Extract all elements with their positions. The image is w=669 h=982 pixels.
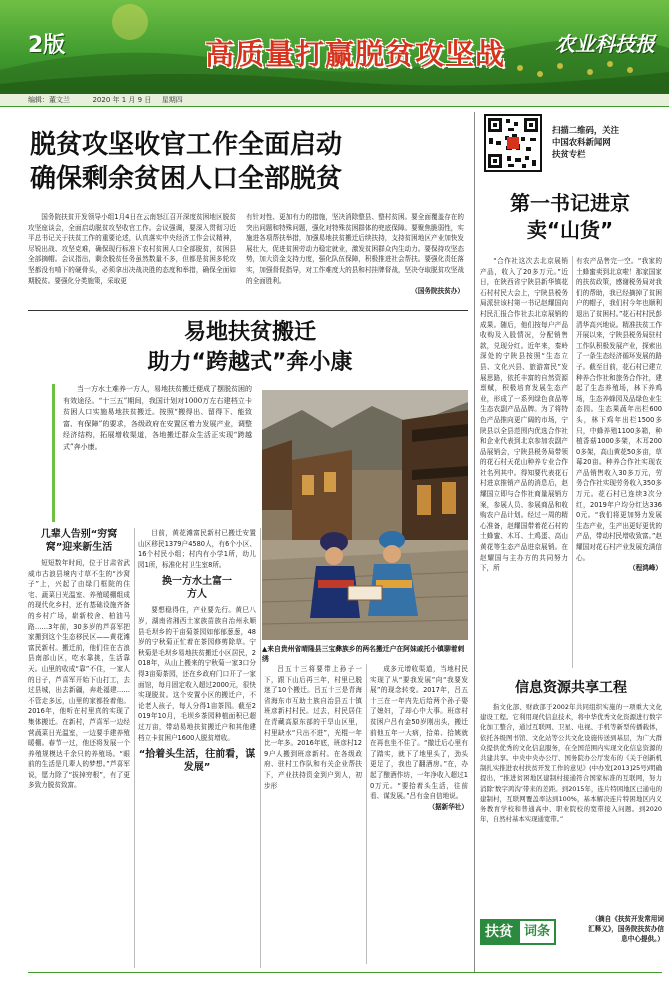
article1-bottom-rule (28, 310, 468, 311)
article2-col3b (370, 664, 468, 964)
article2-col3b-text: 成多元增收渠道，当地村民实现了从“要我发展”向“我要发展”的现念转变。2017年，吕五十三在一年内先后给两个孙子娶了媳妇，了却心中大事。班彦村贫困户吕有金50岁刚出头，搬迁前他五年一大病，拾弟、拾姨就在再也坐不住了。“撤迁后心里有了踏实，就下了地里头了，劲头更足了，我也了翻酒房。”在，办起了酿酒作坊，一年净收入超过10万元。“要拾着头生活，往前看、谋发展。”吕有金自信地说。 (370, 665, 468, 801)
article2-source: （据新华社） (428, 802, 468, 811)
editor-line: 编辑：董文兰 (28, 96, 70, 104)
article2-col2a-text: 目前，黄花滩富民新村已搬迁安置山区移民1379户4580人，有6个小区、16个村民小组；村内有小学1所，幼儿园1所，标准化村卫生室8所。 (138, 529, 256, 569)
article2-col2 (138, 528, 256, 968)
article3-col1 (480, 256, 568, 668)
issue-date: 2020 年 1 月 9 日 (92, 96, 152, 104)
article2-title-line2: 助力“跨越式”奔小康 (147, 350, 353, 375)
article2-subhead2: 换一方水土富一方人 (162, 576, 232, 601)
article1-title-line2: 确保剩余贫困人口全部脱贫 (30, 164, 343, 194)
article2-col3a (264, 664, 362, 964)
article2-lead-box (52, 384, 252, 522)
article1-source: （国务院扶贫办） (411, 287, 464, 296)
article2-col3a-text: 吕五十三将要带上孙子一下，跟下山后再三年，村里已脱迷了10个搬迁。吕五十三是青海省海东市互助土族自治县五十镇班彦新村村民。过去，村民居住在青藏高原东部的干旱山区里，村里缺水“只出不进”，光棍一年比一年多。2016年底，班彦村129户人搬到班彦新村。在各级政府、驻村工作队和有关企业帮扶下，产业扶持资金到户到人，初步形 (264, 665, 362, 790)
article3-col-divider (572, 256, 573, 668)
masthead-banner (0, 0, 669, 94)
article2-divider-1 (134, 528, 135, 968)
article3-title-line1: 第一书记进京 (510, 191, 630, 215)
badge-fupin: 扶贫 (480, 919, 518, 945)
article3-col2 (576, 256, 662, 668)
article1-col2-text: 有针对性、更加有力的措施，坚决消除整县、整村贫困。要全面覆盖存在的突出问题和特殊问题，强化对特殊贫困群体的兜底保障。要聚焦脆弱性，实施进各项帮扶举措，加强易地扶贫搬迁后续扶持，支持贫困地区产业加快发展壮大，促进贫困劳动力稳定就业，激发贫困群众内生动力。要保持攻坚态势，加大资金支持力度，强化队伍保障，积极推进社会帮扶。要强化责任落实，加强督促指导，对工作难度大的县和村挂牌督战，坚决夺取脱贫攻坚战的全面胜利。 (246, 213, 464, 285)
article4-title: 信息资源共享工程 (515, 680, 627, 696)
article4-source: （摘自《扶贫开发常用词汇释义》，国务院扶贫办信息中心提供。） (588, 915, 664, 943)
badge-citiao: 词条 (518, 919, 556, 945)
article2-col2b-text: 要想稳得住，产业要先行。黄巳八岁，湖南省湘西土家族苗族自治州永顺县毛坝乡的干亩菊茶园如郁郁葱葱，48岁的宁秋菊正忙着在茶园修剪除草。宁秋菊是毛坝乡易地扶贫搬迁小区居民，2018年，从山上搬来的宁秋菊一家3口分得3亩菊茶园，还在乡政府门口开了一家面馆，每月固定收入超过2000元，很快实现脱贫。这个安置小区的搬迁户，不论老人孩子，每人分得1亩茶园。截至2019年10月，毛坝乡茶园种植面积已超过万亩，带动易地扶贫搬迁户和其他建档立卡贫困户1600人脱贫增收。 (138, 606, 256, 742)
qr-caption-line2: 中国农科新闻网 (552, 137, 611, 147)
article4-body-text: 指文化部、财政部于2002年共同组织实施的一项重大文化建设工程。它利用现代信息技术，将中华优秀文化资源进行数字化加工整合，通过互联网、卫星、电视、手机等新型传播载体，依托各级图书馆、文化站等公共文化设施传送到基层，为广大群众提供优秀的文化信息服务，在全国范围内实现文化信息资源的共建共享。中央中央办公厅、国务院办公厅发布的《关于创新机制扎实推进农村扶贫开发工作的意见》(中办发[2013]25号)明确提出，“推进贫困地区建制村接通符合国家标准的互联网，努力消除‘数字鸿沟’带来的差距。到2015年，连片特困地区已通电的建制村，互联网覆盖率达到100%，基本解决连片特困地区内义务教育学校和普通高中、职业院校的宽带接入问题。到2020年，自然村基本实现通宽带。” (480, 703, 662, 824)
banner-title: 高质量打赢脱贫攻坚战 (205, 37, 506, 71)
article2-photo (262, 390, 468, 640)
page-number: 2版 (28, 33, 66, 58)
article2-divider-3 (366, 664, 367, 964)
fupin-badge (480, 918, 580, 946)
article2-photo-caption: ▲来自贵州省晴隆县三宝彝族乡的两名搬迁户在阿妹戚托小镇聊着刺绣 (262, 645, 465, 663)
issue-weekday: 星期四 (161, 96, 183, 104)
date-strip (0, 94, 669, 107)
right-column-divider (474, 112, 475, 972)
village-photo-illustration (262, 390, 468, 640)
qr-code-icon (486, 116, 540, 170)
qr-code[interactable] (484, 114, 542, 172)
article4-body (480, 702, 662, 898)
qr-caption-line3: 扶贫专栏 (552, 149, 586, 159)
article1-col1-text: 国务院扶贫开发领导小组1月4日在云南怒江召开深度贫困地区脱贫攻坚座谈会，全面启动脱贫攻坚收官工作。会议强调，要深入贯彻习近平总书记关于扶贫工作的重要论述，认真落实中央经济工作会议精神，尽锐出战、攻坚克难，确保现行标准下农村贫困人口全部脱贫，贫困县全部摘帽。会议指出，剩余脱贫任务虽然数量不多，但都是贫困多轮攻坚都没有啃下的硬骨头，必须拿出决战决胜的态度和举措，确保全面如期脱贫。要强化分类施策，采取更 (28, 213, 236, 285)
article2-title-line1: 易地扶贫搬迁 (183, 320, 316, 345)
article3-col2-text: 有农产品售完一空。“我家的土蜂蜜卖到北京啦！那家国家的扶贫政策，感谢税务局对我们的帮助，我已经摘掉了贫困户的帽子，我们村今年也顺利退出了贫困村。”花石村村民彭清华高兴地说。精准扶贫工作开展以来，宁陕县税务局驻村工作队积极发展产业，探索出了一条生态经济循环发展的路子。截至目前，花石村已建立种养合作社和旅务合作社，建起了生态养殖场，林下养鸡场，生态养蜂园及品绿色业生态园。生态果蔬年出栏600头，林下鸡年出栏1500多只，中蜂养殖1100多箱，种植香菇1000多架，木耳2000多架，高山黄花50多亩，草莓20亩。种养合作社实现农产品销售收入30多万元，劳务合作社实现劳务收入350多万元。花石村已连续3次分红，2019年户均分红达3360元。“我们将更加努力发展生态产业，生产出更好更优的产品，带动村民增收致富。”赵耀国对花石村产业发展充满信心。 (576, 257, 662, 562)
qr-caption-line1: 扫描二维码，关注 (552, 125, 619, 135)
article3-source: （程鸿峰） (629, 564, 662, 573)
article2-divider-2 (260, 528, 261, 968)
qr-caption (552, 124, 662, 160)
article1-col1 (28, 212, 236, 302)
article2-subhead3: “拾着头生活，往前看，谋发展” (138, 749, 256, 774)
article2-headline (30, 318, 470, 378)
article1-col2 (246, 212, 464, 304)
page-bottom-rule (28, 972, 662, 973)
article2-col1-text: 短短数年时间，位于甘肃省武威市古浪县境内寸草不生的“沙窝子”上，兴起了由绿门框院的住宅、蔬菜日光温室、养殖暖棚组成的现代化乡村，还有基础设施齐备的乡村广场，崭新校舍、柏油马路……3年前，30多岁的芦喜军把家搬到这个生态移民区——黄花滩富民新村。搬迁前，他们住在古浪县南部山区，吃水靠挑，生活靠天。山里的收成“靠”不住，一家人的日子，芦喜军开始下山打工，去过县城，出去新疆，奔赴福建……不管走多远，山里的家都拴着他。2016年，他听在村里真的实现了集体搬迁。在新村，芦喜军一边经营蔬菜日光温室，一边要手建养殖暖棚。春节一过，他还将发展一个养殖规模达千余只的养殖场。“眼前的生活是几辈人的梦想。”芦喜军说，愿力除了“拔掉穷根”，有了更多致力脱贫致富。 (28, 559, 130, 790)
article2-lead: 当一方水土难养一方人，易地扶贫搬迁便成了摆脱贫困的有效途径。“十三五”期间，我国计划对1000万左右建档立卡贫困人口实施易地扶贫搬迁。按照“搬得出、留得下、能致富、有保障”的要求，各级政府在安置区着力发展产业，调整经济结构，拓展增收渠道，各地搬迁群众生活正实现“跨越式”奔小康。 (63, 385, 252, 451)
paper-logo: 农业科技报 (555, 32, 655, 56)
article2-col1 (28, 528, 130, 968)
article1-headline (30, 128, 470, 196)
article1-title-line1: 脱贫攻坚收官工作全面启动 (30, 130, 343, 160)
article2-subhead1: 几辈人告别“穷窝窝”迎来新生活 (40, 529, 118, 553)
article3-col1-text: “合作社这次去北京展销产品，收入了20多万元。”近日，在陕西省宁陕县新华镇花石村村民大会上，宁陕县税务局派驻该村第一书记赵耀国向村民汇报合作社去北京展销的成果。随后，他们按每户产品收购及入股情况，分配销售款，兑现分红。近年来，秦岭深处的宁陕县按照“生态立县、文化兴县、旅游富民”发展思路，依托丰富的自然资源禀赋，积极培育发展生态产业，形成了一系列绿色食品等生态农副产品品牌。为了将特色产品推向更广阔的市场，宁陕县以全县范围内优选合作社和企业代表到北京参加农副产品展销会，宁陕县税务局带领的花石村天花山种养专业合作社名列其中。得知要代表花石村进京推销产品的消息后，赵耀国立即与合作社商量展销方案，参展人员、参展商品和收购农户品计划。经过一周的精心准备，赵耀国带着花石村的土蜂蜜、木耳、土鸡蛋、高山黄花等生态产品进京展销。在赵耀国与主办方的共同努力下，所 (480, 257, 568, 573)
article3-headline (478, 190, 662, 244)
article3-title-line2: 卖“山货” (526, 218, 614, 242)
